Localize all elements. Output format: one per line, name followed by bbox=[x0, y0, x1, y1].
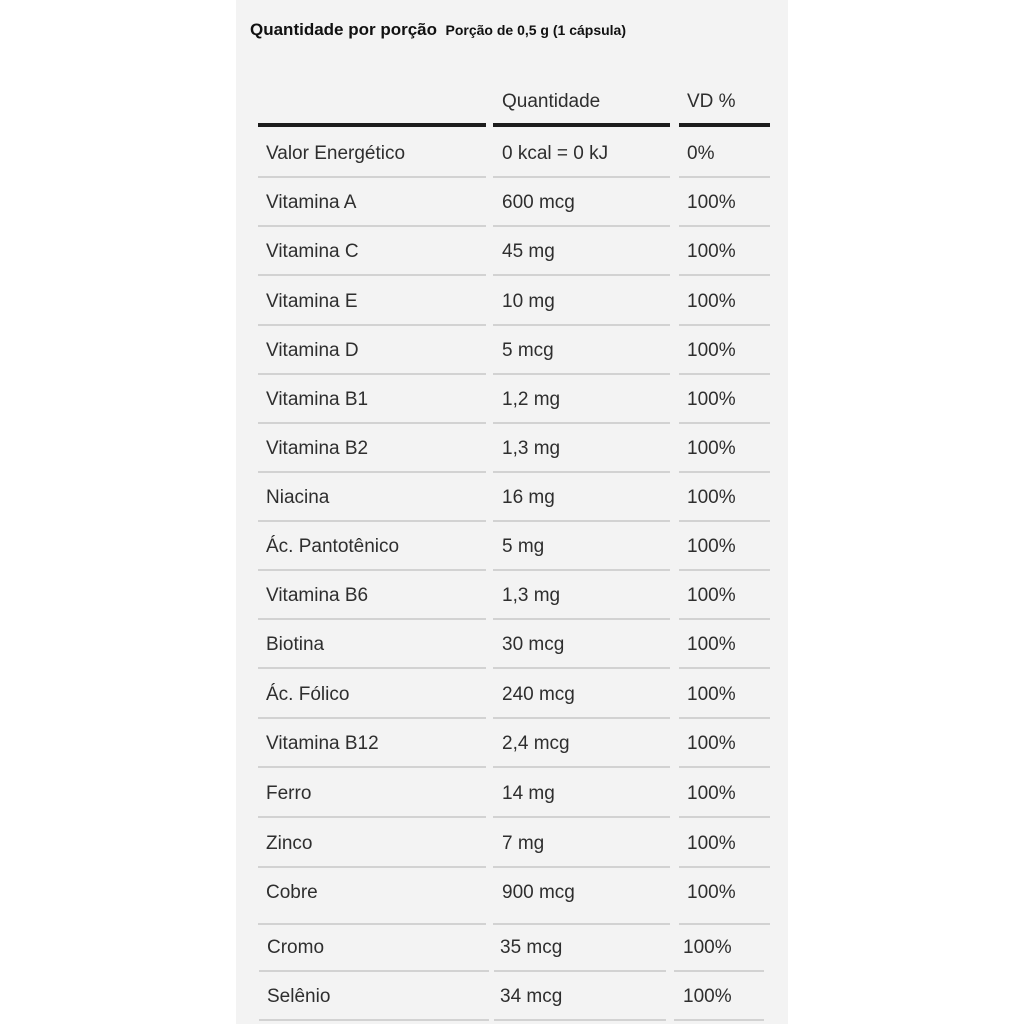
cell-quantity: 2,4 mcg bbox=[502, 733, 570, 754]
header-rule-nutrient bbox=[258, 123, 486, 127]
cell-vd: 100% bbox=[687, 291, 736, 312]
cell-quantity: 5 mg bbox=[502, 536, 545, 557]
cell-vd: 100% bbox=[687, 833, 736, 854]
cell-vd: 100% bbox=[687, 585, 736, 606]
row-separator bbox=[679, 225, 770, 227]
row-separator bbox=[258, 923, 486, 925]
row-separator bbox=[679, 176, 770, 178]
row-separator bbox=[493, 923, 670, 925]
row-separator bbox=[258, 274, 486, 276]
cell-vd: 100% bbox=[687, 536, 736, 557]
cell-quantity: 45 mg bbox=[502, 241, 555, 262]
row-separator bbox=[679, 373, 770, 375]
cell-quantity: 0 kcal = 0 kJ bbox=[502, 143, 609, 164]
row-separator bbox=[258, 422, 486, 424]
cell-quantity: 16 mg bbox=[502, 487, 555, 508]
row-separator bbox=[679, 816, 770, 818]
cell-nutrient: Vitamina D bbox=[266, 340, 359, 361]
row-separator bbox=[258, 766, 486, 768]
row-separator bbox=[493, 569, 670, 571]
cell-quantity: 34 mcg bbox=[500, 986, 563, 1007]
row-separator bbox=[494, 970, 666, 972]
serving-info bbox=[250, 20, 626, 40]
cell-vd: 100% bbox=[687, 684, 736, 705]
row-separator bbox=[493, 667, 670, 669]
cell-quantity: 600 mcg bbox=[502, 192, 575, 213]
cell-nutrient: Niacina bbox=[266, 487, 330, 508]
cell-vd: 100% bbox=[687, 241, 736, 262]
row-separator bbox=[493, 717, 670, 719]
row-separator bbox=[493, 816, 670, 818]
row-separator bbox=[674, 1019, 764, 1021]
row-separator bbox=[493, 866, 670, 868]
row-separator bbox=[493, 520, 670, 522]
cell-quantity: 35 mcg bbox=[500, 937, 563, 958]
header-vd: VD % bbox=[687, 91, 736, 112]
cell-quantity: 30 mcg bbox=[502, 634, 565, 655]
cell-quantity: 10 mg bbox=[502, 291, 555, 312]
row-separator bbox=[258, 816, 486, 818]
row-separator bbox=[258, 373, 486, 375]
cell-vd: 100% bbox=[687, 340, 736, 361]
cell-vd: 0% bbox=[687, 143, 715, 164]
cell-vd: 100% bbox=[687, 783, 736, 804]
cell-quantity: 14 mg bbox=[502, 783, 555, 804]
row-separator bbox=[674, 970, 764, 972]
cell-vd: 100% bbox=[687, 487, 736, 508]
cell-quantity: 1,2 mg bbox=[502, 389, 561, 410]
cell-nutrient: Vitamina B1 bbox=[266, 389, 369, 410]
cell-nutrient: Ác. Pantotênico bbox=[266, 536, 400, 557]
cell-nutrient: Cromo bbox=[267, 937, 325, 958]
nutrition-panel bbox=[236, 0, 788, 1024]
row-separator bbox=[679, 324, 770, 326]
cell-vd: 100% bbox=[687, 882, 736, 903]
row-separator bbox=[493, 471, 670, 473]
cell-nutrient: Vitamina E bbox=[266, 291, 358, 312]
cell-nutrient: Cobre bbox=[266, 882, 318, 903]
row-separator bbox=[679, 520, 770, 522]
row-separator bbox=[258, 667, 486, 669]
row-separator bbox=[679, 274, 770, 276]
cell-vd: 100% bbox=[687, 634, 736, 655]
row-separator bbox=[493, 274, 670, 276]
row-separator bbox=[493, 766, 670, 768]
cell-vd: 100% bbox=[687, 733, 736, 754]
row-separator bbox=[679, 923, 770, 925]
cell-vd: 100% bbox=[687, 438, 736, 459]
cell-vd: 100% bbox=[687, 192, 736, 213]
row-separator bbox=[494, 1019, 666, 1021]
row-separator bbox=[493, 225, 670, 227]
header-rule-vd bbox=[679, 123, 770, 127]
row-separator bbox=[493, 422, 670, 424]
cell-vd: 100% bbox=[683, 986, 732, 1007]
cell-nutrient: Vitamina B12 bbox=[266, 733, 379, 754]
cell-quantity: 7 mg bbox=[502, 833, 545, 854]
cell-nutrient: Vitamina B2 bbox=[266, 438, 369, 459]
cell-nutrient: Vitamina A bbox=[266, 192, 357, 213]
row-separator bbox=[493, 324, 670, 326]
row-separator bbox=[493, 373, 670, 375]
row-separator bbox=[679, 471, 770, 473]
row-separator bbox=[258, 225, 486, 227]
cell-quantity: 5 mcg bbox=[502, 340, 554, 361]
row-separator bbox=[258, 866, 486, 868]
row-separator bbox=[679, 866, 770, 868]
row-separator bbox=[258, 471, 486, 473]
cell-nutrient: Ác. Fólico bbox=[266, 684, 350, 705]
cell-vd: 100% bbox=[687, 389, 736, 410]
cell-quantity: 1,3 mg bbox=[502, 585, 561, 606]
cell-nutrient: Valor Energético bbox=[266, 143, 406, 164]
row-separator bbox=[679, 667, 770, 669]
cell-quantity: 1,3 mg bbox=[502, 438, 561, 459]
cell-quantity: 240 mcg bbox=[502, 684, 575, 705]
row-separator bbox=[679, 422, 770, 424]
row-separator bbox=[259, 1019, 489, 1021]
cell-nutrient: Vitamina B6 bbox=[266, 585, 369, 606]
row-separator bbox=[258, 324, 486, 326]
cell-nutrient: Biotina bbox=[266, 634, 325, 655]
row-separator bbox=[258, 717, 486, 719]
serving-portion: Porção de 0,5 g (1 cápsula) bbox=[445, 22, 626, 38]
row-separator bbox=[679, 618, 770, 620]
header-rule-quantity bbox=[493, 123, 670, 127]
header-quantity: Quantidade bbox=[502, 91, 601, 112]
row-separator bbox=[679, 766, 770, 768]
row-separator bbox=[258, 618, 486, 620]
row-separator bbox=[679, 717, 770, 719]
cell-nutrient: Zinco bbox=[266, 833, 313, 854]
row-separator bbox=[258, 569, 486, 571]
cell-nutrient: Selênio bbox=[267, 986, 331, 1007]
cell-nutrient: Vitamina C bbox=[266, 241, 359, 262]
row-separator bbox=[493, 176, 670, 178]
row-separator bbox=[679, 569, 770, 571]
cell-nutrient: Ferro bbox=[266, 783, 312, 804]
row-separator bbox=[493, 618, 670, 620]
cell-quantity: 900 mcg bbox=[502, 882, 575, 903]
row-separator bbox=[258, 176, 486, 178]
cell-vd: 100% bbox=[683, 937, 732, 958]
row-separator bbox=[258, 520, 486, 522]
serving-title: Quantidade por porção bbox=[250, 20, 438, 39]
row-separator bbox=[259, 970, 489, 972]
